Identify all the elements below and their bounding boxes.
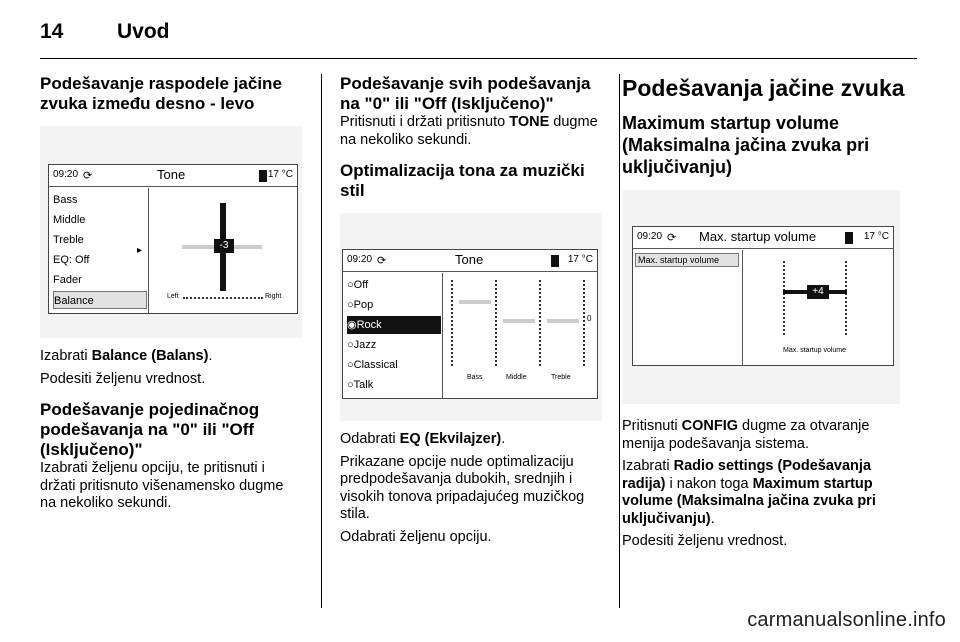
menu-item-label: Classical (353, 359, 398, 371)
submenu-arrow-icon: ▸ (137, 245, 143, 256)
bass-label: Bass (467, 374, 483, 381)
chapter-title: Uvod (117, 20, 170, 43)
screen-title: Tone (455, 252, 484, 267)
select-option-instruction: Odabrati željenu opciju. (340, 528, 492, 545)
set-value-instruction: Podesiti željenu vrednost. (622, 533, 788, 549)
menu-item[interactable] (347, 376, 441, 394)
menu-item-label: Bass (53, 194, 78, 206)
section-title: Podešavanja jačine zvuka (622, 75, 905, 101)
column-2 (340, 74, 602, 546)
radio-icon: ○ (347, 379, 354, 391)
menu-item[interactable] (53, 251, 147, 269)
screen-title: Tone (157, 167, 186, 182)
balance-screen (48, 164, 298, 314)
radio-icon: ○ (347, 359, 354, 371)
balance-screenshot (40, 126, 302, 338)
eq-menu (343, 273, 443, 399)
menu-item[interactable] (347, 296, 441, 314)
refresh-icon: ⟳ (377, 255, 387, 267)
menu-item-max-startup-volume[interactable]: Max. startup volume (635, 253, 739, 267)
adjust-value-instruction: Podesiti željenu vrednost. (40, 370, 206, 387)
volume-scale-right (845, 261, 847, 335)
menu-item[interactable] (347, 336, 441, 354)
screen-title: Max. startup volume (699, 229, 817, 244)
temperature: 17 °C (567, 254, 593, 265)
column-3 (622, 74, 912, 551)
eq-column-2 (495, 280, 497, 366)
temperature: 17 °C (267, 169, 293, 180)
watermark: carmanualsonline.info (747, 609, 946, 631)
eq-bar-treble (547, 319, 579, 323)
select-balance-instruction: Izabrati Balance (Balans). (40, 348, 213, 364)
temperature: 17 °C (863, 231, 889, 242)
reset-all-text: Pritisnuti i držati pritisnuto TONE dugme na nekoliko sekundi. (340, 114, 598, 148)
balance-heading: Podešavanje raspodele jačine zvuka između desno - levo (40, 74, 282, 113)
select-eq-instruction: Odabrati EQ (Ekvilajzer). (340, 431, 506, 447)
column-divider-1 (321, 74, 322, 608)
menu-item[interactable] (347, 276, 441, 294)
eq-screen (342, 249, 598, 399)
status-bar (343, 250, 597, 272)
menu-item-label: Talk (353, 379, 374, 391)
left-label: Left (167, 293, 179, 300)
column-1 (40, 74, 302, 513)
radio-icon: ○ (347, 339, 354, 351)
menu-item[interactable] (53, 291, 147, 309)
reset-all-heading: Podešavanje svih podešavanja na "0" ili "Off (Isključeno)" (340, 74, 591, 113)
balance-value: -3 (214, 239, 234, 253)
volume-value: +4 (807, 285, 829, 299)
radio-settings-instruction: Izabrati Radio settings (Podešavanja radija) i nakon toga Maximum startup volume (Maksimalna jačina zvuka pri uključivanju). (622, 458, 876, 527)
menu-item-label: Rock (356, 319, 382, 331)
page-number: 14 (40, 20, 64, 43)
status-bar (49, 165, 297, 187)
menu-item[interactable] (53, 231, 147, 249)
treble-label: Treble (551, 374, 571, 381)
menu-item[interactable] (53, 271, 147, 289)
menu-item-label: Middle (53, 214, 86, 226)
volume-scale-left (783, 261, 785, 335)
eq-screenshot (340, 213, 602, 421)
radio-icon: ◉ (347, 319, 357, 331)
phone-icon (845, 232, 853, 244)
eq-column-3 (539, 280, 541, 366)
volume-screen (632, 226, 894, 366)
eq-column-4 (583, 280, 585, 366)
menu-item[interactable] (347, 316, 441, 334)
clock: 09:20 (53, 169, 79, 180)
eq-bar-bass (459, 300, 491, 304)
volume-screenshot (622, 190, 900, 404)
individual-reset-text: Izabrati željenu opciju, te pritisnuti i držati pritisnuto višenamensko dugme na nekoliko sekundi. (40, 460, 284, 511)
radio-icon: ○ (347, 299, 354, 311)
radio-icon: ○ (347, 279, 354, 291)
right-label: Right (265, 293, 282, 300)
clock: 09:20 (347, 254, 373, 265)
phone-icon (551, 255, 559, 267)
menu-item-label: Pop (353, 299, 374, 311)
refresh-icon: ⟳ (667, 232, 677, 244)
individual-reset-heading: Podešavanje pojedinačnog podešavanja na "0" ili "Off (Isključeno)" (40, 400, 260, 459)
startup-volume-heading: Maximum startup volume (Maksimalna jačina zvuka pri uključivanju) (622, 113, 870, 177)
menu-item[interactable] (53, 211, 147, 229)
menu-item-label: Balance (54, 295, 94, 307)
clock: 09:20 (637, 231, 663, 242)
config-instruction: Pritisnuti CONFIG dugme za otvaranje menija podešavanja sistema. (622, 418, 870, 452)
eq-description: Prikazane opcije nude optimalizaciju predpodešavanja dubokih, srednjih i visokih tonova pripadajućeg muzičkog stila. (340, 453, 585, 522)
menu-item-label: Jazz (353, 339, 377, 351)
menu-item[interactable] (53, 191, 147, 209)
menu-item[interactable] (347, 356, 441, 374)
music-style-heading: Optimalizacija tona za muzički stil (340, 161, 585, 200)
balance-scale (183, 297, 263, 299)
eq-column-1 (451, 280, 453, 366)
tone-menu (49, 188, 149, 314)
refresh-icon: ⟳ (83, 170, 93, 182)
middle-label: Middle (506, 374, 527, 381)
menu-item-label: Fader (53, 274, 82, 286)
volume-menu (633, 250, 743, 366)
menu-item-label: Treble (53, 234, 84, 246)
header-rule (40, 58, 917, 59)
status-bar (633, 227, 893, 249)
eq-bar-middle (503, 319, 535, 323)
menu-item-label: EQ: Off (53, 254, 90, 266)
volume-caption: Max. startup volume (783, 347, 847, 354)
zero-label: 0 (587, 314, 592, 323)
column-divider-2 (619, 74, 620, 608)
phone-icon (259, 170, 267, 182)
menu-item-label: Off (353, 279, 369, 291)
